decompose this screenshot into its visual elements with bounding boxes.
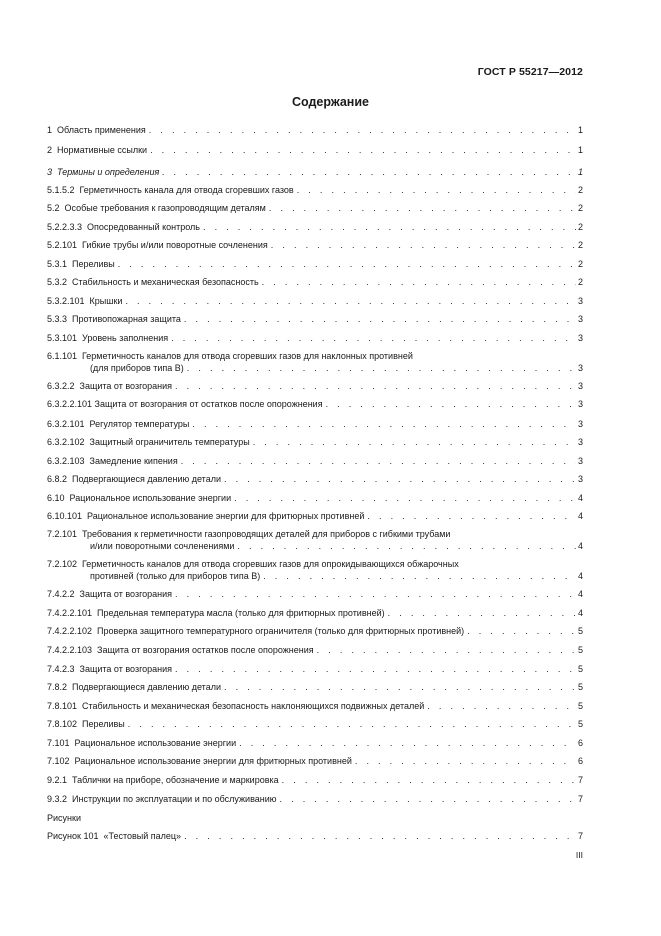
toc-entry-title: 5.2 Особые требования к газопроводящим деталям: [47, 203, 266, 213]
toc-entry-title: 6.3.2.2.101 Защита от возгорания от остатков после опорожнения: [47, 399, 323, 409]
toc-entry-title: 7.4.2.2.102 Проверка защитного температурного ограничителя (только для фритюрных противней): [47, 626, 465, 636]
toc-entry-title: 5.1.5.2 Герметичность канала для отвода сгоревших газов: [47, 185, 294, 195]
toc-page-number: 5: [577, 682, 583, 692]
toc-entry-title: 5.3.2.101 Крышки: [47, 296, 123, 306]
dot-leader: [187, 362, 576, 374]
toc-entry-title: 7.4.2.3 Защита от возгорания: [47, 664, 173, 674]
dot-leader: [118, 258, 576, 270]
toc-entry[interactable]: [47, 492, 583, 504]
toc-page-number: 5: [577, 701, 583, 711]
dot-leader: [388, 607, 576, 619]
toc-page-number: 1: [577, 145, 583, 155]
dot-leader: [280, 793, 576, 805]
toc-entry-title-continuation: противней (только для приборов типа В): [90, 571, 261, 581]
toc-page-number: 1: [577, 167, 583, 177]
toc-entry-title: 6.3.2.103 Замедление кипения: [47, 456, 178, 466]
dot-leader: [125, 295, 576, 307]
toc-entry[interactable]: [47, 239, 583, 251]
page-title: Содержание: [291, 95, 369, 109]
toc-entry[interactable]: [47, 455, 583, 467]
toc-entry-title: 6.1.101 Герметичность каналов для отвода сгоревших газов для наклонных противней: [47, 351, 413, 361]
toc-page-number: 4: [577, 541, 583, 551]
toc-entry[interactable]: [47, 202, 583, 214]
dot-leader: [184, 830, 576, 842]
dot-leader: [224, 681, 576, 693]
toc-entry[interactable]: [47, 313, 583, 325]
toc-page-number: 5: [577, 645, 583, 655]
toc-page-number: 2: [577, 185, 583, 195]
toc-entry[interactable]: [47, 607, 583, 619]
toc-entry[interactable]: [47, 144, 583, 156]
toc-page-number: 2: [577, 240, 583, 250]
toc-entry-title: 6.10 Рациональное использование энергии: [47, 493, 232, 503]
toc-entry-title: 7.2.102 Герметичность каналов для отвода сгоревших газов для опрокидывающихся обжарочных: [47, 559, 459, 569]
dot-leader: [239, 737, 576, 749]
toc-entry-title: 6.8.2 Подвергающиеся давлению детали: [47, 474, 221, 484]
dot-leader: [224, 473, 576, 485]
toc-entry[interactable]: [47, 755, 583, 767]
dot-leader: [162, 166, 576, 178]
toc-entry[interactable]: [47, 558, 583, 582]
toc-entry-title: 5.3.3 Противопожарная защита: [47, 314, 181, 324]
toc-page-number: 3: [577, 333, 583, 343]
toc-page-number: 4: [577, 589, 583, 599]
toc-page-number: 4: [577, 608, 583, 618]
dot-leader: [253, 436, 576, 448]
toc-entry-title: 7.102 Рациональное использование энергии для фритюрных противней: [47, 756, 352, 766]
toc-entry[interactable]: [47, 793, 583, 805]
toc-entry-title: Рисунок 101 «Тестовый палец»: [47, 831, 182, 841]
toc-entry[interactable]: [47, 774, 583, 786]
toc-page-number: 3: [577, 399, 583, 409]
toc-page-number: 3: [577, 456, 583, 466]
toc-entry-title: 9.2.1 Таблички на приборе, обозначение и маркировка: [47, 775, 279, 785]
toc-entry[interactable]: [47, 812, 583, 824]
toc-entry-title: 3 Термины и определения: [47, 167, 160, 177]
dot-leader: [297, 184, 576, 196]
toc-entry[interactable]: [47, 625, 583, 637]
dot-leader: [367, 510, 576, 522]
dot-leader: [150, 144, 576, 156]
toc-entry-title: 2 Нормативные ссылки: [47, 145, 148, 155]
dot-leader: [203, 221, 576, 233]
toc-entry-title: 7.8.101 Стабильность и механическая безопасность наклоняющихся подвижных деталей: [47, 701, 425, 711]
dot-leader: [326, 398, 576, 410]
toc-entry-title: 7.4.2.2 Защита от возгорания: [47, 589, 173, 599]
toc-entry-title: 6.10.101 Рациональное использование энергии для фритюрных противней: [47, 511, 365, 521]
dot-leader: [181, 455, 576, 467]
toc-entry[interactable]: [47, 830, 583, 842]
toc-page-number: 4: [577, 511, 583, 521]
toc-entry[interactable]: [47, 124, 583, 136]
dot-leader: [149, 124, 576, 136]
toc-entry-title: 5.2.2.3.3 Опосредованный контроль: [47, 222, 200, 232]
toc-page-number: 7: [577, 831, 583, 841]
dot-leader: [427, 700, 576, 712]
toc-page-number: 2: [577, 259, 583, 269]
toc-entry-title: 5.2.101 Гибкие трубы и/или поворотные сочленения: [47, 240, 268, 250]
toc-entry-title: 7.2.101 Требования к герметичности газопроводящих деталей для приборов с гибкими трубами: [47, 529, 451, 539]
dot-leader: [467, 625, 576, 637]
toc-entry[interactable]: [47, 681, 583, 693]
toc-entry[interactable]: [47, 436, 583, 448]
dot-leader: [271, 239, 576, 251]
toc-page-number: 3: [577, 363, 583, 373]
dot-leader: [175, 663, 576, 675]
toc-entry[interactable]: [47, 295, 583, 307]
dot-leader: [262, 276, 576, 288]
toc-entry[interactable]: [47, 510, 583, 522]
toc-page-number: 7: [577, 794, 583, 804]
toc-entry-title: 6.3.2.102 Защитный ограничитель температуры: [47, 437, 250, 447]
dot-leader: [355, 755, 576, 767]
toc-page-number: 3: [577, 419, 583, 429]
toc-entry-title: 1 Область применения: [47, 125, 146, 135]
toc-page-number: 2: [577, 277, 583, 287]
dot-leader: [184, 313, 576, 325]
toc-entry-title: 7.4.2.2.101 Предельная температура масла (только для фритюрных противней): [47, 608, 385, 618]
toc-entry[interactable]: [47, 350, 583, 374]
dot-leader: [317, 644, 576, 656]
toc-page-number: 3: [577, 296, 583, 306]
toc-entry-title: 5.3.101 Уровень заполнения: [47, 333, 169, 343]
toc-page-number: 5: [577, 664, 583, 674]
toc-entry[interactable]: [47, 184, 583, 196]
toc-entry[interactable]: [47, 332, 583, 344]
dot-leader: [175, 588, 576, 600]
toc-page-number: 3: [577, 474, 583, 484]
dot-leader: [263, 570, 576, 582]
toc-page-number: 3: [577, 381, 583, 391]
toc-page-number: 4: [577, 493, 583, 503]
toc-page-number: 3: [577, 314, 583, 324]
dot-leader: [171, 332, 576, 344]
toc-entry-title: 9.3.2 Инструкции по эксплуатации и по обслуживанию: [47, 794, 277, 804]
toc-page-number: 3: [577, 437, 583, 447]
toc-entry[interactable]: [47, 380, 583, 392]
toc-entry[interactable]: [47, 166, 583, 178]
toc-page-number: 2: [577, 203, 583, 213]
toc-entry-title: 7.8.102 Переливы: [47, 719, 125, 729]
toc-entry-title: 6.3.2.2 Защита от возгорания: [47, 381, 173, 391]
toc-entry-title: 7.101 Рациональное использование энергии: [47, 738, 237, 748]
toc-entry[interactable]: [47, 663, 583, 675]
toc-entry[interactable]: [47, 588, 583, 600]
toc-entry-title: 5.3.1 Переливы: [47, 259, 115, 269]
toc-entry-title: 5.3.2 Стабильность и механическая безопасность: [47, 277, 259, 287]
toc-entry[interactable]: [47, 718, 583, 730]
toc-entry[interactable]: [47, 276, 583, 288]
dot-leader: [282, 774, 576, 786]
toc-entry-title: 6.3.2.101 Регулятор температуры: [47, 419, 190, 429]
page-number: III: [575, 850, 583, 860]
toc-entry[interactable]: [47, 737, 583, 749]
dot-leader: [192, 418, 576, 430]
toc-entry-title: 7.8.2 Подвергающиеся давлению детали: [47, 682, 221, 692]
toc-entry[interactable]: [47, 473, 583, 485]
dot-leader: [234, 492, 576, 504]
toc-page-number: 5: [577, 719, 583, 729]
toc-page-number: 1: [577, 125, 583, 135]
toc-page-number: 5: [577, 626, 583, 636]
toc-entry-title: 7.4.2.2.103 Защита от возгорания остатков после опорожнения: [47, 645, 314, 655]
toc-page-number: 4: [577, 571, 583, 581]
dot-leader: [128, 718, 576, 730]
dot-leader: [237, 540, 576, 552]
toc-entry[interactable]: [47, 398, 583, 410]
toc-entry[interactable]: [47, 644, 583, 656]
toc-entry-title-continuation: (для приборов типа В): [90, 363, 184, 373]
dot-leader: [175, 380, 576, 392]
toc-entry[interactable]: [47, 700, 583, 712]
toc-page-number: 7: [577, 775, 583, 785]
toc-entry[interactable]: [47, 528, 583, 552]
toc-page-number: 6: [577, 738, 583, 748]
toc-entry-title-continuation: и/или поворотными сочленениями: [90, 541, 235, 551]
toc-entry[interactable]: [47, 258, 583, 270]
toc-page-number: 6: [577, 756, 583, 766]
toc-entry[interactable]: [47, 418, 583, 430]
toc-entry[interactable]: [47, 221, 583, 233]
document-code: ГОСТ Р 55217—2012: [477, 66, 583, 78]
dot-leader: [269, 202, 576, 214]
toc-section-heading: Рисунки: [47, 813, 81, 823]
toc-page-number: 2: [577, 222, 583, 232]
